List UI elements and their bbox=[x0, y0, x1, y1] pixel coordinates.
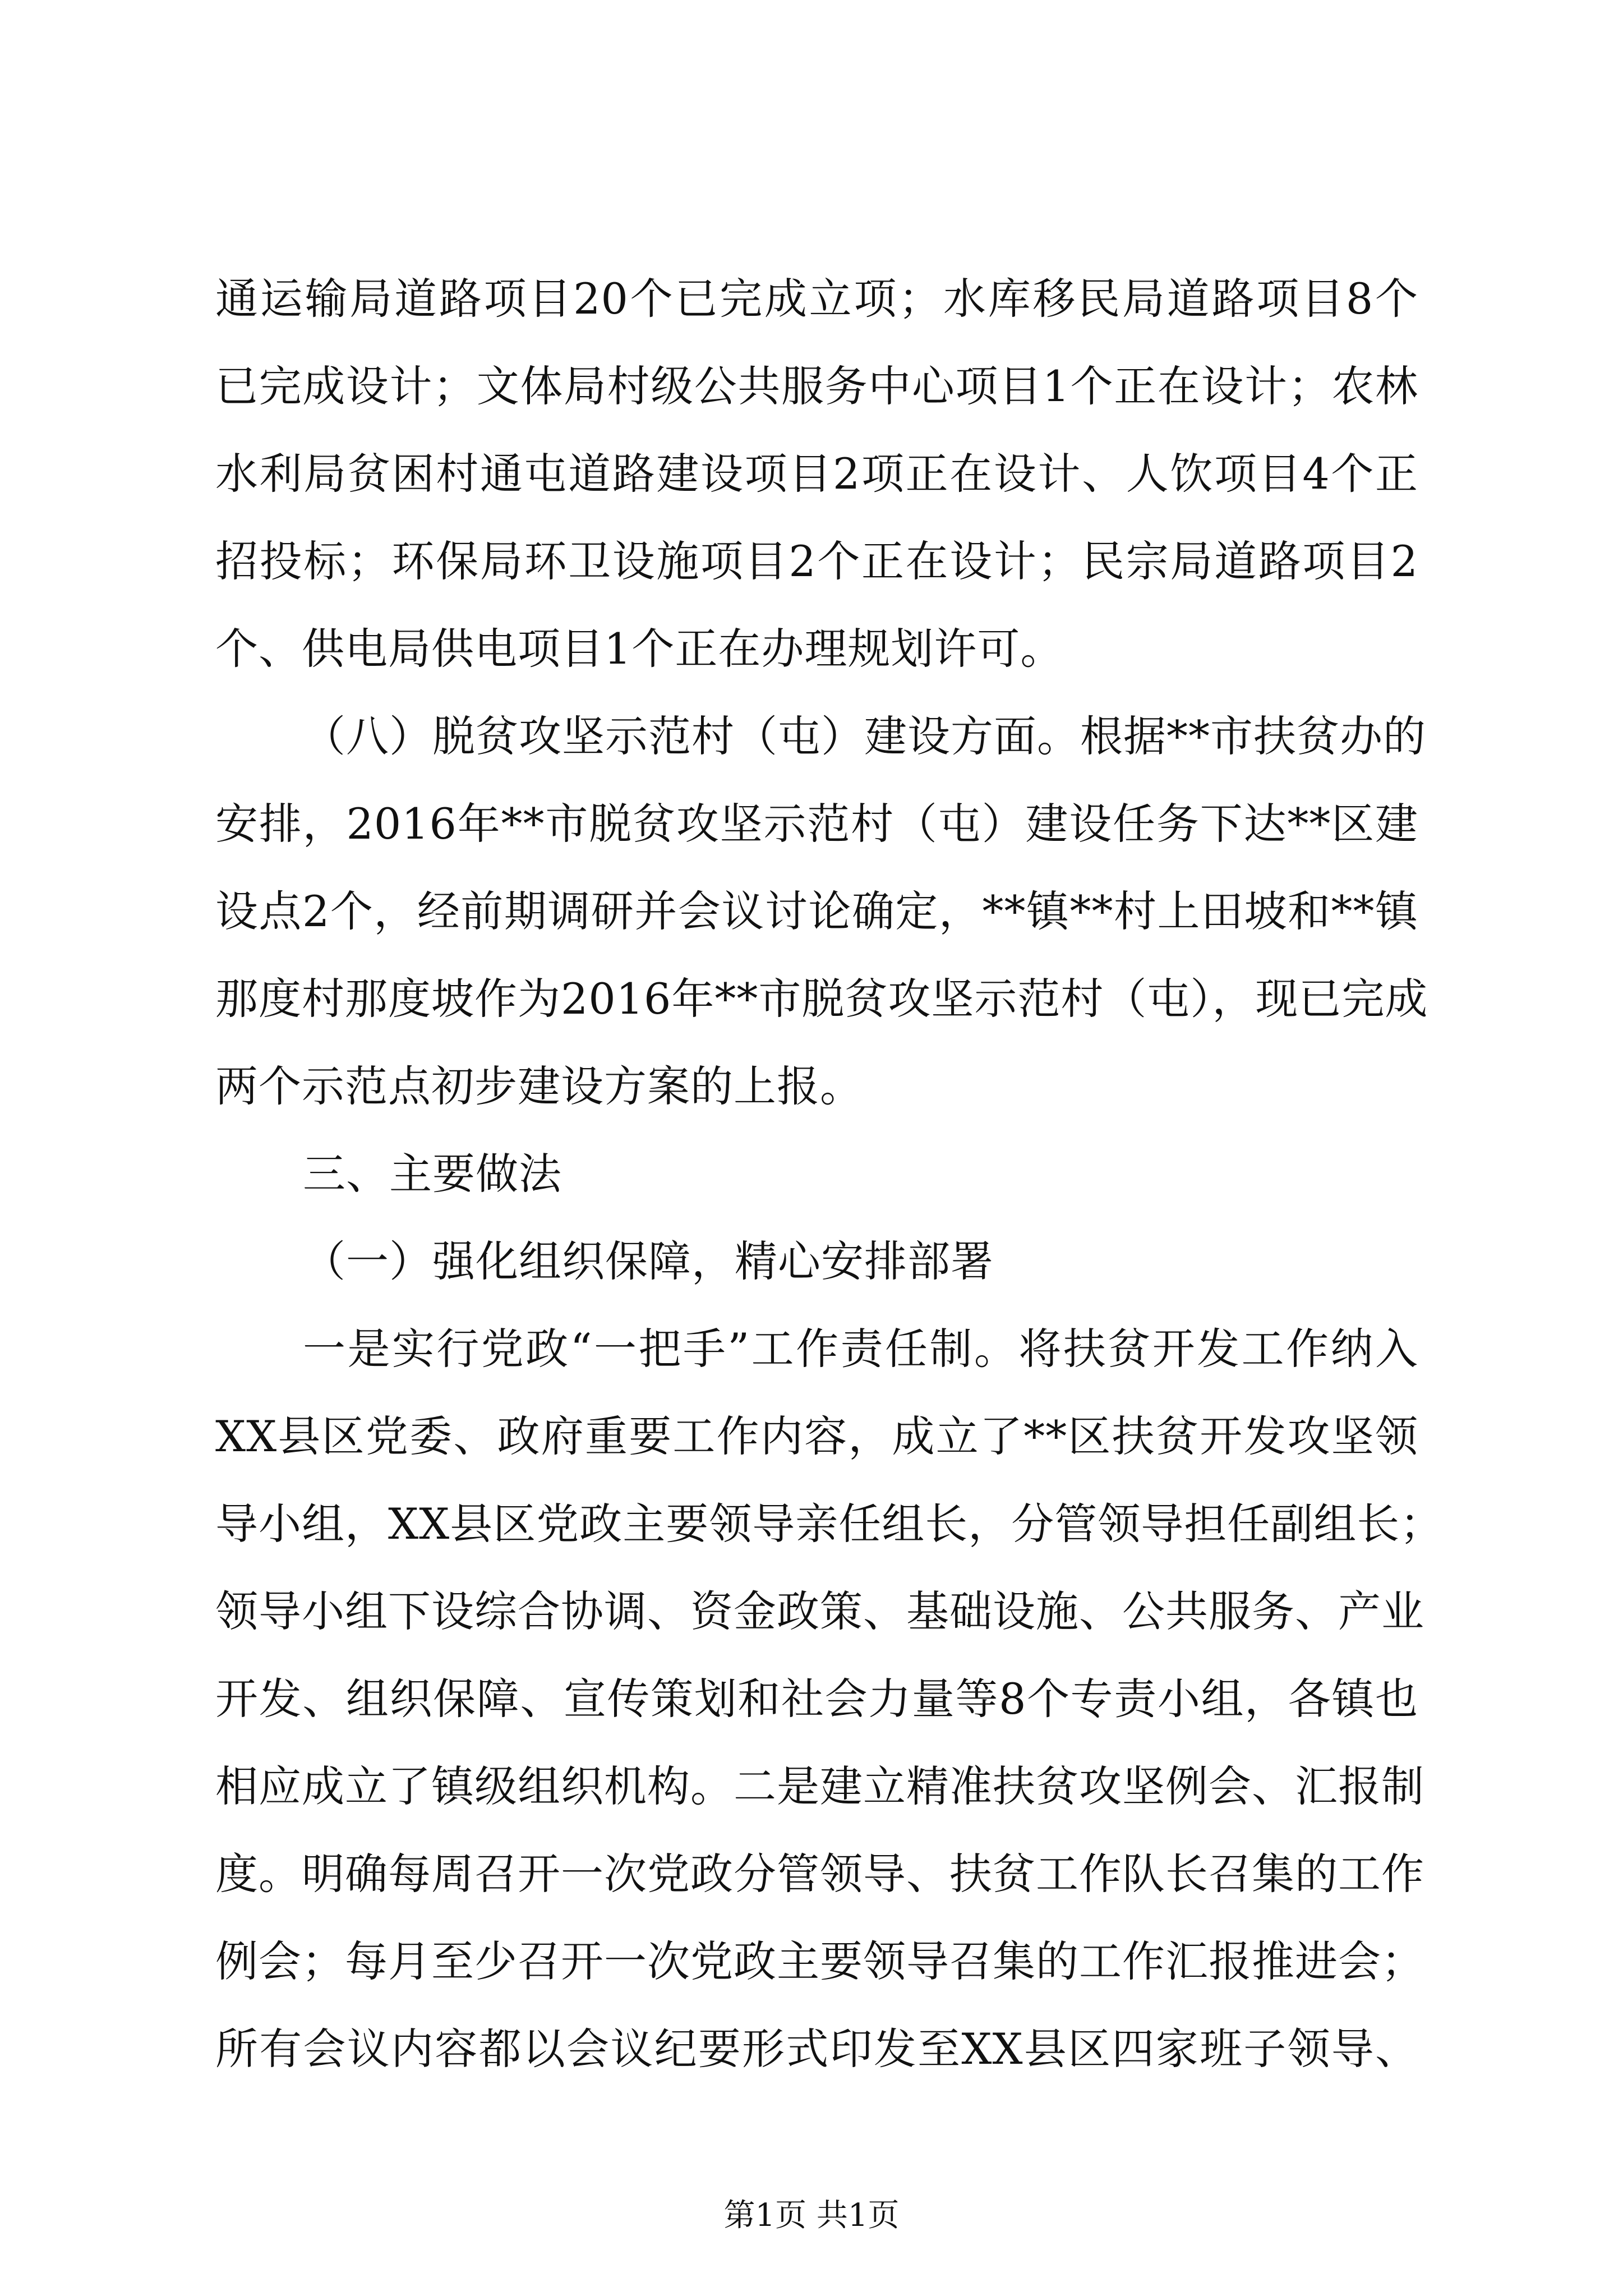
paragraph-start-line: 一是实行党政“一把手”工作责任制。将扶贫开发工作纳入 bbox=[303, 1324, 1418, 1374]
text-line: 领导小组下设综合协调、资金政策、基础设施、公共服务、产业 bbox=[215, 1586, 1424, 1636]
text-line: 招投标；环保局环卫设施项目2个正在设计；民宗局道路项目2 bbox=[215, 536, 1418, 586]
page-footer bbox=[0, 2196, 1623, 2235]
text-line: 例会；每月至少召开一次党政主要领导召集的工作汇报推进会； bbox=[215, 1936, 1424, 1986]
text-line: 水利局贫困村通屯道路建设项目2项正在设计、人饮项目4个正 bbox=[215, 449, 1418, 499]
text-line: 已完成设计；文体局村级公共服务中心项目1个正在设计；农林 bbox=[215, 361, 1418, 411]
text-line: 两个示范点初步建设方案的上报。 bbox=[215, 1061, 863, 1111]
text-line: 相应成立了镇级组织机构。二是建立精准扶贫攻坚例会、汇报制 bbox=[215, 1761, 1424, 1811]
text-line: 安排，2016年**市脱贫攻坚示范村（屯）建设任务下达**区建 bbox=[215, 799, 1418, 849]
text-line: 度。明确每周召开一次党政分管领导、扶贫工作队长召集的工作 bbox=[215, 1849, 1424, 1899]
subsection-heading: （一）强化组织保障，精心安排部署 bbox=[303, 1236, 994, 1286]
text-line: 所有会议内容都以会议纪要形式印发至XX县区四家班子领导、 bbox=[215, 2024, 1418, 2074]
text-line: 那度村那度坡作为2016年**市脱贫攻坚示范村（屯），现已完成 bbox=[215, 974, 1428, 1024]
text-line: 个、供电局供电项目1个正在办理规划许可。 bbox=[215, 624, 1064, 674]
document-body bbox=[215, 255, 1444, 2093]
paragraph-start-line: （八）脱贫攻坚示范村（屯）建设方面。根据**市扶贫办的 bbox=[303, 711, 1426, 761]
page-number-label: 第1页 共1页 bbox=[723, 2197, 900, 2234]
text-line: 通运输局道路项目20个已完成立项；水库移民局道路项目8个 bbox=[215, 274, 1418, 324]
text-line: 导小组，XX县区党政主要领导亲任组长，分管领导担任副组长； bbox=[215, 1499, 1444, 1549]
text-line: 设点2个，经前期调研并会议讨论确定，**镇**村上田坡和**镇 bbox=[215, 886, 1418, 936]
text-line: 开发、组织保障、宣传策划和社会力量等8个专责小组，各镇也 bbox=[215, 1674, 1418, 1724]
section-heading: 三、主要做法 bbox=[303, 1149, 562, 1199]
text-line: XX县区党委、政府重要工作内容，成立了**区扶贫开发攻坚领 bbox=[215, 1411, 1418, 1461]
